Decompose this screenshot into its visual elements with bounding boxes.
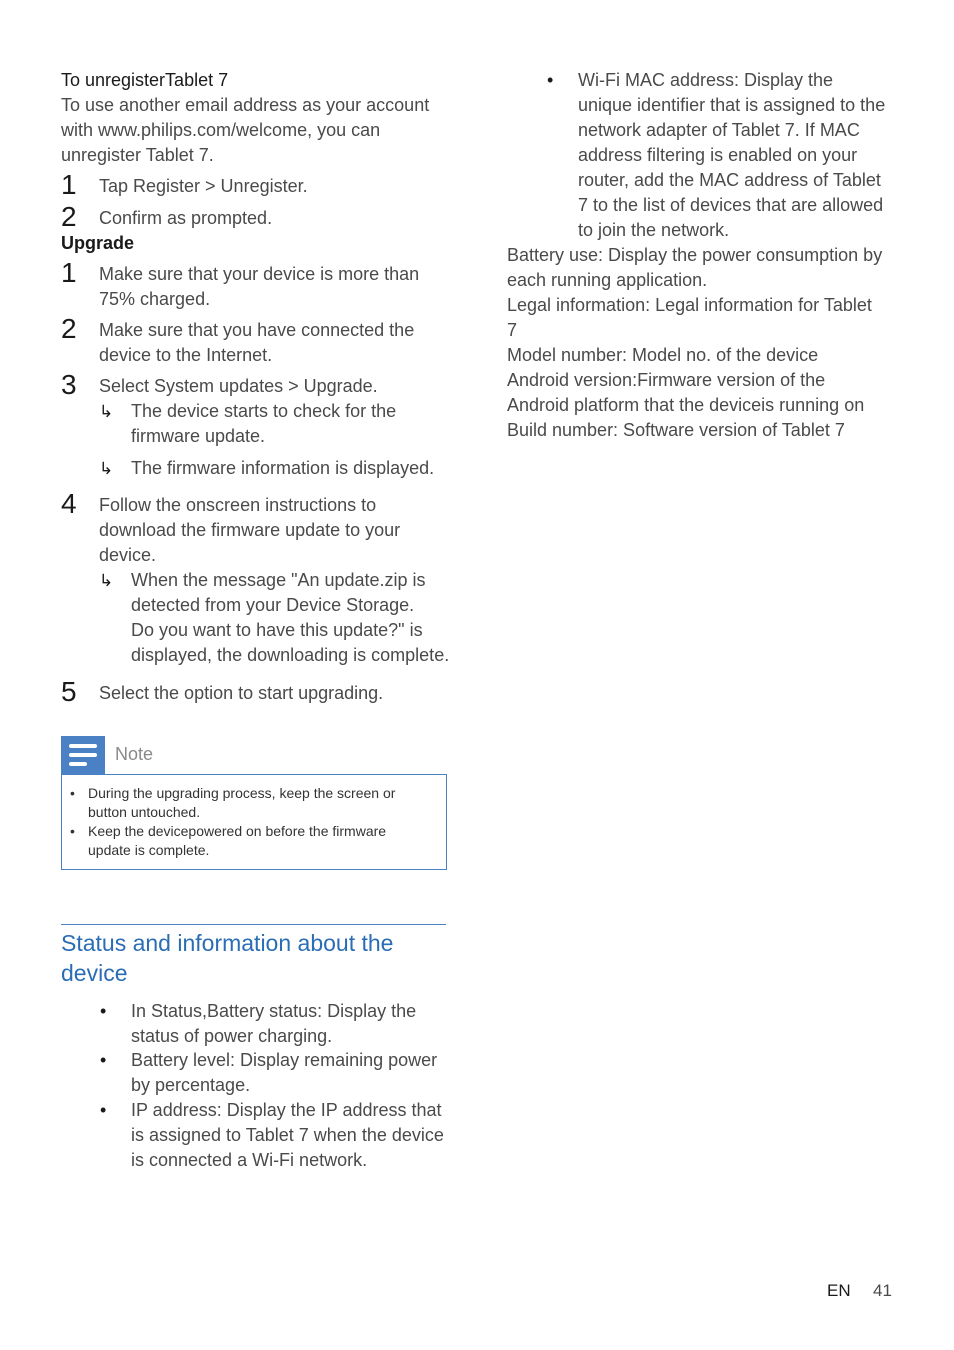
note-icon — [61, 736, 105, 774]
bullet-dot: • — [100, 1050, 107, 1070]
note-box — [61, 774, 447, 870]
note-text-line: button untouched. — [88, 804, 201, 820]
bullet-text-line: by percentage. — [131, 1075, 251, 1095]
unregister-heading: To unregisterTablet 7 — [61, 70, 229, 90]
battery-use-line: Battery use: Display the power consumption by — [507, 245, 883, 265]
step-text-line: Follow the onscreen instructions to — [99, 495, 377, 515]
bullet-text-line: In Status,Battery status: Display the — [131, 1001, 417, 1021]
bullet-text-line: is assigned to Tablet 7 when the device — [131, 1125, 444, 1145]
note-text-line: During the upgrading process, keep the screen or — [88, 785, 396, 801]
step-text-line: device. — [99, 545, 157, 565]
bullet-text-line: address filtering is enabled on your — [578, 145, 858, 165]
bullet-dot: • — [70, 823, 75, 839]
note-text-line: Keep the devicepowered on before the firmware — [88, 823, 387, 839]
step-number: 2 — [61, 313, 77, 344]
result-text-line: detected from your Device Storage. — [131, 595, 415, 615]
step-number: 2 — [61, 201, 77, 232]
bullet-dot: • — [100, 1001, 107, 1021]
bullet-text-line: unique identifier that is assigned to the — [578, 95, 886, 115]
footer-language: EN — [827, 1281, 851, 1300]
section-title-line: Status and information about the — [61, 930, 394, 956]
step-text-line: download the firmware update to your — [99, 520, 401, 540]
step-number: 5 — [61, 676, 77, 707]
step-number: 1 — [61, 257, 77, 288]
android-version-line: Android version:Firmware version of the — [507, 370, 826, 390]
result-arrow-icon: ↳ — [99, 459, 114, 478]
bullet-text-line: is connected a Wi-Fi network. — [131, 1150, 368, 1170]
step-number: 1 — [61, 169, 77, 200]
bullet-text-line: IP address: Display the IP address that — [131, 1100, 442, 1120]
model-number-line: Model number: Model no. of the device — [507, 345, 819, 365]
step-text-line: Select the option to start upgrading. — [99, 683, 384, 703]
legal-info-line: Legal information: Legal information for Tablet — [507, 295, 872, 315]
result-text-line: The device starts to check for the — [131, 401, 397, 421]
result-text-line: firmware update. — [131, 426, 266, 446]
unregister-intro-line: To use another email address as your account — [61, 95, 430, 115]
step-number: 3 — [61, 369, 77, 400]
upgrade-heading: Upgrade — [61, 233, 135, 253]
step-text-line: Make sure that your device is more than — [99, 264, 420, 284]
step-number: 4 — [61, 488, 77, 519]
bullet-text-line: 7 to the list of devices that are allowed — [578, 195, 884, 215]
result-arrow-icon: ↳ — [99, 571, 114, 590]
bullet-dot: • — [70, 785, 75, 801]
bullet-text-line: status of power charging. — [131, 1026, 333, 1046]
bullet-text-line: to join the network. — [578, 220, 730, 240]
build-number-line: Build number: Software version of Tablet 7 — [507, 420, 845, 440]
section-divider — [61, 924, 446, 925]
bullet-dot: • — [100, 1100, 107, 1120]
step-text-line: 75% charged. — [99, 289, 211, 309]
note-label: Note — [115, 744, 154, 764]
result-arrow-icon: ↳ — [99, 402, 114, 421]
step-text-line: Make sure that you have connected the — [99, 320, 415, 340]
step-text-line: device to the Internet. — [99, 345, 273, 365]
unregister-intro-line: unregister Tablet 7. — [61, 145, 214, 165]
result-text-line: When the message "An update.zip is — [131, 570, 426, 590]
note-text-line: update is complete. — [88, 842, 210, 858]
step-text: Select System updates > Upgrade. — [99, 376, 378, 396]
unregister-intro-line: with www.philips.com/welcome, you can — [61, 120, 381, 140]
result-text-line: The firmware information is displayed. — [131, 458, 435, 478]
page-number: 41 — [873, 1281, 892, 1300]
bullet-dot: • — [547, 70, 554, 90]
section-title-line: device — [61, 960, 128, 986]
result-text-line: displayed, the downloading is complete. — [131, 645, 450, 665]
step-text: Tap Register > Unregister. — [99, 176, 308, 196]
bullet-text-line: Battery level: Display remaining power — [131, 1050, 438, 1070]
result-text-line: Do you want to have this update?" is — [131, 620, 423, 640]
bullet-text-line: Wi-Fi MAC address: Display the — [578, 70, 834, 90]
bullet-text-line: router, add the MAC address of Tablet — [578, 170, 881, 190]
step-text: Confirm as prompted. — [99, 208, 273, 228]
android-version-line: Android platform that the deviceis running on — [507, 395, 865, 415]
bullet-text-line: network adapter of Tablet 7. If MAC — [578, 120, 860, 140]
battery-use-line: each running application. — [507, 270, 708, 290]
legal-info-line: 7 — [507, 320, 518, 340]
section-title — [61, 928, 451, 988]
